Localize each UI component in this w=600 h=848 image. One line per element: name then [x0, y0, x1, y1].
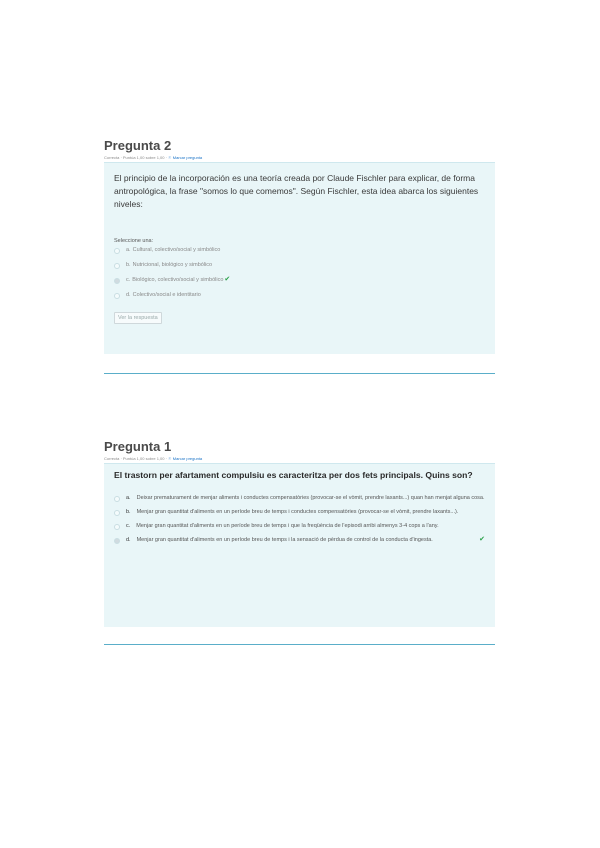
- divider: [104, 373, 495, 374]
- question-status: Correcta · Puntúa 1,00 sobre 1,00 ·: [104, 456, 167, 461]
- option-letter: d.: [126, 292, 131, 298]
- option-text: Menjar gran quantitat d'aliments en un període breu de temps i la sensació de pèrdua de control de la conducta d'ingesta.: [136, 537, 433, 543]
- flag-question-link[interactable]: Marcar pregunta: [172, 155, 203, 160]
- check-icon: ✔: [224, 276, 231, 283]
- option-text: Colectivo/social e identitario: [132, 292, 201, 298]
- option-a[interactable]: [114, 246, 485, 261]
- flag-icon[interactable]: ⚐: [168, 456, 172, 461]
- option-b[interactable]: [114, 261, 485, 276]
- radio-button[interactable]: [114, 496, 120, 502]
- answer-options: [114, 246, 485, 306]
- question-1: [104, 439, 495, 627]
- option-letter: b.: [126, 262, 131, 268]
- radio-button[interactable]: [114, 510, 120, 516]
- option-c[interactable]: [114, 522, 485, 530]
- option-letter: b.: [126, 509, 131, 515]
- divider: [104, 644, 495, 645]
- question-title: Pregunta 1: [104, 439, 172, 454]
- radio-button[interactable]: [114, 248, 120, 254]
- question-info: [104, 155, 495, 161]
- option-text: Cultural, colectivo/social y simbólico: [132, 247, 221, 253]
- option-text: Deixar prematurament de menjar aliments i conductes compensatòries (provocar-se el vòmit, prendre laxants...) quan han menjat alguna cosa.: [136, 495, 485, 501]
- flag-question-link[interactable]: Marcar pregunta: [172, 456, 203, 461]
- check-icon: ✔: [479, 536, 485, 543]
- question-status: Correcta · Puntúa 1,00 sobre 1,00 ·: [104, 155, 167, 160]
- option-c[interactable]: [114, 276, 485, 291]
- option-text: Biológico, colectivo/social y simbólico: [132, 277, 224, 283]
- radio-button[interactable]: [114, 263, 120, 269]
- option-b[interactable]: [114, 508, 485, 516]
- option-d[interactable]: [114, 536, 485, 544]
- radio-button[interactable]: [114, 293, 120, 299]
- option-a[interactable]: [114, 494, 485, 502]
- question-text: El trastorn per afartament compulsiu es caracteritza per dos fets principals. Quins son?: [114, 470, 473, 480]
- answer-prompt: Seleccione una:: [114, 238, 154, 244]
- option-text: Menjar gran quantitat d'aliments en un període breu de temps i que la freqüència de l'episodi arribi almenys 3-4 cops a l'any.: [136, 523, 439, 529]
- option-letter: c.: [126, 523, 131, 529]
- question-content: [104, 162, 495, 354]
- option-d[interactable]: [114, 291, 485, 306]
- radio-button-selected[interactable]: [114, 538, 120, 544]
- radio-button[interactable]: [114, 524, 120, 530]
- option-letter: a.: [126, 247, 131, 253]
- option-letter: a.: [126, 495, 131, 501]
- question-text: El principio de la incorporación es una teoría creada por Claude Fischler para explicar, de forma antropológica, la frase "somos lo que comemos". Según Fischler, esta idea abarca los siguientes niveles:: [114, 173, 479, 209]
- question-info: [104, 456, 495, 462]
- question-title: Pregunta 2: [104, 138, 172, 153]
- option-letter: c.: [126, 277, 131, 283]
- option-text: Menjar gran quantitat d'aliments en un període breu de temps i conductes compensatòries (provocar-se el vòmit, prendre laxants...).: [136, 509, 459, 515]
- flag-icon[interactable]: ⚐: [168, 155, 172, 160]
- question-2: [104, 138, 495, 354]
- answer-options: [114, 494, 485, 544]
- show-answer-button[interactable]: Ver la respuesta: [114, 312, 162, 324]
- option-letter: d.: [126, 537, 131, 543]
- radio-button-selected[interactable]: [114, 278, 120, 284]
- question-content: [104, 463, 495, 627]
- option-text: Nutricional, biológico y simbólico: [132, 262, 213, 268]
